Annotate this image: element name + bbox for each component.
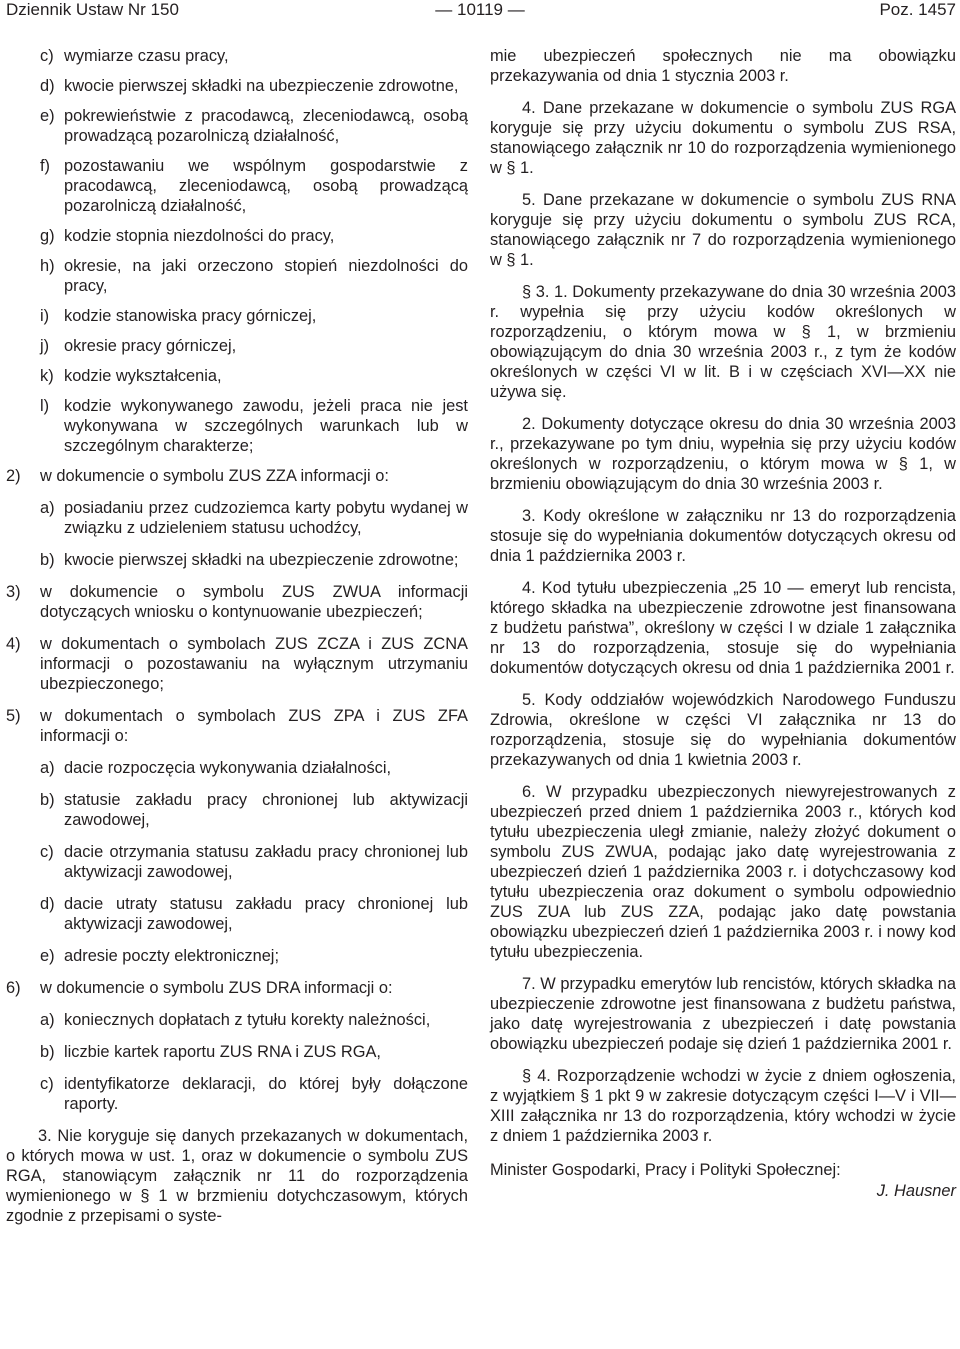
list-item: e) adresie poczty elektronicznej; bbox=[6, 946, 468, 966]
page-number: — 10119 — bbox=[435, 0, 525, 19]
list-item-text: statusie zakładu pracy chronionej lub aktywizacji zawodowej, bbox=[64, 791, 468, 829]
list-item-text: pokrewieństwie z pracodawcą, zleceniodawcą, osobą prowadzącą pozarolniczą działalność, bbox=[64, 107, 468, 145]
page-header bbox=[0, 0, 960, 20]
list-item-text: okresie, na jaki orzeczono stopień niezdolności do pracy, bbox=[64, 257, 468, 295]
section-3-paragraph-3: 3. Kody określone w załączniku nr 13 do rozporządzenia stosuje się do wypełniania dokumentów dotyczących okresu od dnia 1 października 2003 r. bbox=[490, 507, 956, 565]
section-3-paragraph-6: 6. W przypadku ubezpieczonych niewyrejestrowanych z ubezpieczeń przed dniem 1 października 2003 r., których kod tytułu ubezpieczenia uległ zmianie, należy złożyć dokument o symbolu ZUS ZWUA, podając jako datę wyrejestrowania z ubezpieczeń dzień 1 października 2003 r. i dotychczasowy kod tytułu ubezpieczenia oraz dokument o symbolu odpowiednio ZUS ZUA lub ZUS ZZA, podając jako datę powstania obowiązku ubezpieczeń dzień 1 października 2003 r. i nowy kod tytułu ubezpieczenia. bbox=[490, 783, 956, 961]
list-item: c) identyfikatorze deklaracji, do której były dołączone raporty. bbox=[40, 1075, 468, 1113]
list-item: a) posiadaniu przez cudzoziemca karty pobytu wydanej w związku z udzieleniem statusu uchodźcy, bbox=[40, 499, 468, 537]
list-item-text: liczbie kartek raportu ZUS RNA i ZUS RGA, bbox=[64, 1043, 381, 1061]
section-3-paragraph-2: 2. Dokumenty dotyczące okresu do dnia 30 września 2003 r., przekazywane po tym dniu, wypełnia się przy użyciu kodów określonych w rozporządzeniu, o którym mowa w § 1, w brzmieniu obowiązującym do dnia 30 września 2003 r. bbox=[490, 415, 956, 493]
point-3: 3) w dokumencie o symbolu ZUS ZWUA informacji dotyczących wniosku o kontynuowanie ubezpieczeń; bbox=[6, 583, 468, 621]
list-item-text: kwocie pierwszej składki na ubezpieczenie zdrowotne, bbox=[64, 77, 459, 95]
list-item-text: okresie pracy górniczej, bbox=[64, 337, 237, 355]
point-2: 2) w dokumencie o symbolu ZUS ZZA informacji o: bbox=[6, 466, 468, 486]
list-item-text: kodzie wykonywanego zawodu, jeżeli praca nie jest wykonywana w szczególnych warunkach lub w szczególnym charakterze; bbox=[64, 397, 468, 455]
section-4: § 4. Rozporządzenie wchodzi w życie z dniem ogłoszenia, z wyjątkiem § 1 pkt 9 w zakresie dotyczącym części I—V i VII—XIII załącznika nr 13 do rozporządzenia, który wchodzi w życie z dniem 1 października 2003 r. bbox=[490, 1067, 956, 1145]
list-item-text: koniecznych dopłatach z tytułu korekty należności, bbox=[64, 1011, 431, 1029]
list-item: f) pozostawaniu we wspólnym gospodarstwie z pracodawcą, zleceniodawcą, osobą prowadzącą pozarolniczą działalność, bbox=[40, 157, 468, 215]
point-6: 6) w dokumencie o symbolu ZUS DRA informacji o: bbox=[6, 978, 468, 998]
paragraph-4: 4. Dane przekazane w dokumencie o symbolu ZUS RGA koryguje się przy użyciu dokumentu o symbolu ZUS RSA, stanowiącego załącznik nr 10 do rozporządzenia wymienionego w § 1. bbox=[490, 99, 956, 177]
section-3-paragraph-5: 5. Kody oddziałów wojewódzkich Narodowego Funduszu Zdrowia, określone w części VI załącznika nr 13 do rozporządzenia, stosuje się do wypełniania dokumentów przekazywanych od dnia 1 kwietnia 2003 r. bbox=[490, 691, 956, 769]
list-item-text: dacie utraty statusu zakładu pracy chronionej lub aktywizacji zawodowej, bbox=[64, 895, 468, 933]
list-item: a) koniecznych dopłatach z tytułu korekty należności, bbox=[6, 1010, 468, 1030]
list-item: c) dacie otrzymania statusu zakładu pracy chronionej lub aktywizacji zawodowej, bbox=[40, 843, 468, 881]
list-item: l) kodzie wykonywanego zawodu, jeżeli praca nie jest wykonywana w szczególnych warunkach lub w szczególnym charakterze; bbox=[40, 397, 468, 455]
point-4-text: w dokumentach o symbolach ZUS ZCZA i ZUS ZCNA informacji o pozostawaniu na wyłącznym utrzymaniu ubezpieczonego; bbox=[40, 635, 468, 693]
section-3-paragraph-4: 4. Kod tytułu ubezpieczenia „25 10 — emeryt lub rencista, którego składka na ubezpieczenie zdrowotne jest finansowana z budżetu państwa”, określony w części I w dziale 1 załącznika nr 13 do rozporządzenia, stosuje się do wypełniania dokumentów dotyczących okresu od dnia 1 października 2001 r. bbox=[490, 579, 956, 677]
list-item: i) kodzie stanowiska pracy górniczej, bbox=[6, 306, 468, 326]
list-item-text: posiadaniu przez cudzoziemca karty pobytu wydanej w związku z udzieleniem statusu uchodźcy, bbox=[64, 499, 468, 537]
list-item-text: kodzie stopnia niezdolności do pracy, bbox=[64, 227, 335, 245]
list-item-text: dacie otrzymania statusu zakładu pracy chronionej lub aktywizacji zawodowej, bbox=[64, 843, 468, 881]
list-item: g) kodzie stopnia niezdolności do pracy, bbox=[6, 226, 468, 246]
minister-title: Minister Gospodarki, Pracy i Polityki Społecznej: bbox=[490, 1161, 841, 1179]
list-item: d) kwocie pierwszej składki na ubezpieczenie zdrowotne, bbox=[6, 76, 468, 96]
paragraph-5: 5. Dane przekazane w dokumencie o symbolu ZUS RNA koryguje się przy użyciu dokumentu o symbolu ZUS RCA, stanowiącego załącznik nr 7 do rozporządzenia wymienionego w § 1. bbox=[490, 191, 956, 269]
list-item-text: wymiarze czasu pracy, bbox=[64, 47, 229, 65]
paragraph-3: 3. Nie koryguje się danych przekazanych w dokumentach, o których mowa w ust. 1, oraz w dokumencie o symbolu ZUS RGA, stanowiącym załącznik nr 11 do rozporządzenia wymienionego w § 1 w brzmieniu dotychczasowym, których zgodnie z przepisami o syste- bbox=[6, 1127, 468, 1225]
list-item: h) okresie, na jaki orzeczono stopień niezdolności do pracy, bbox=[40, 257, 468, 295]
list-item: j) okresie pracy górniczej, bbox=[6, 336, 468, 356]
point-2-text: w dokumencie o symbolu ZUS ZZA informacji o: bbox=[40, 467, 389, 485]
list-item-text: pozostawaniu we wspólnym gospodarstwie z pracodawcą, zleceniodawcą, osobą prowadzącą pozarolniczą działalność, bbox=[64, 157, 468, 215]
list-item-text: identyfikatorze deklaracji, do której były dołączone raporty. bbox=[64, 1075, 468, 1113]
paragraph-3-continued: mie ubezpieczeń społecznych nie ma obowiązku przekazywania od dnia 1 stycznia 2003 r. bbox=[490, 47, 956, 85]
list-item: b) liczbie kartek raportu ZUS RNA i ZUS RGA, bbox=[6, 1042, 468, 1062]
point-6-text: w dokumencie o symbolu ZUS DRA informacji o: bbox=[40, 979, 393, 997]
list-item-text: dacie rozpoczęcia wykonywania działalności, bbox=[64, 759, 392, 777]
point-4: 4) w dokumentach o symbolach ZUS ZCZA i ZUS ZCNA informacji o pozostawaniu na wyłącznym utrzymaniu ubezpieczonego; bbox=[6, 635, 468, 693]
list-item-text: kodzie stanowiska pracy górniczej, bbox=[64, 307, 317, 325]
section-3-paragraph-7: 7. W przypadku emerytów lub rencistów, których składka na ubezpieczenie zdrowotne jest finansowana z budżetu państwa, jako datę wyrejestrowania z ubezpieczeń i datę powstania obowiązku ubezpieczeń podaje się dzień 1 października 2001 r. bbox=[490, 975, 956, 1053]
right-column bbox=[490, 46, 956, 1201]
list-item: b) statusie zakładu pracy chronionej lub aktywizacji zawodowej, bbox=[40, 791, 468, 829]
list-item: c) wymiarze czasu pracy, bbox=[6, 46, 468, 66]
list-item: a) dacie rozpoczęcia wykonywania działalności, bbox=[6, 758, 468, 778]
list-item: b) kwocie pierwszej składki na ubezpieczenie zdrowotne; bbox=[6, 550, 468, 570]
list-item: k) kodzie wykształcenia, bbox=[6, 366, 468, 386]
point-5-text: w dokumentach o symbolach ZUS ZPA i ZUS ZFA informacji o: bbox=[40, 707, 468, 745]
list-item: d) dacie utraty statusu zakładu pracy chronionej lub aktywizacji zawodowej, bbox=[40, 895, 468, 933]
list-item-text: adresie poczty elektronicznej; bbox=[64, 947, 280, 965]
list-item-text: kodzie wykształcenia, bbox=[64, 367, 222, 385]
position-number: Poz. 1457 bbox=[879, 0, 956, 19]
section-3-paragraph-1: § 3. 1. Dokumenty przekazywane do dnia 30 września 2003 r. wypełnia się przy użyciu kodów określonych w rozporządzeniu, o którym mowa w § 1, w brzmieniu obowiązującym do dnia 30 września 2003 r., z tym że kodów określonych w części VI w lit. B i w częściach XVI—XX nie używa się. bbox=[490, 283, 956, 401]
left-column bbox=[6, 46, 468, 1238]
journal-title: Dziennik Ustaw Nr 150 bbox=[6, 0, 179, 19]
list-item-text: kwocie pierwszej składki na ubezpieczenie zdrowotne; bbox=[64, 551, 459, 569]
list-item: e) pokrewieństwie z pracodawcą, zleceniodawcą, osobą prowadzącą pozarolniczą działalność, bbox=[40, 107, 468, 145]
point-3-text: w dokumencie o symbolu ZUS ZWUA informacji dotyczących wniosku o kontynuowanie ubezpieczeń; bbox=[40, 583, 468, 621]
signature-name: J. Hausner bbox=[876, 1182, 956, 1200]
point-5: 5) w dokumentach o symbolach ZUS ZPA i ZUS ZFA informacji o: bbox=[6, 707, 468, 745]
